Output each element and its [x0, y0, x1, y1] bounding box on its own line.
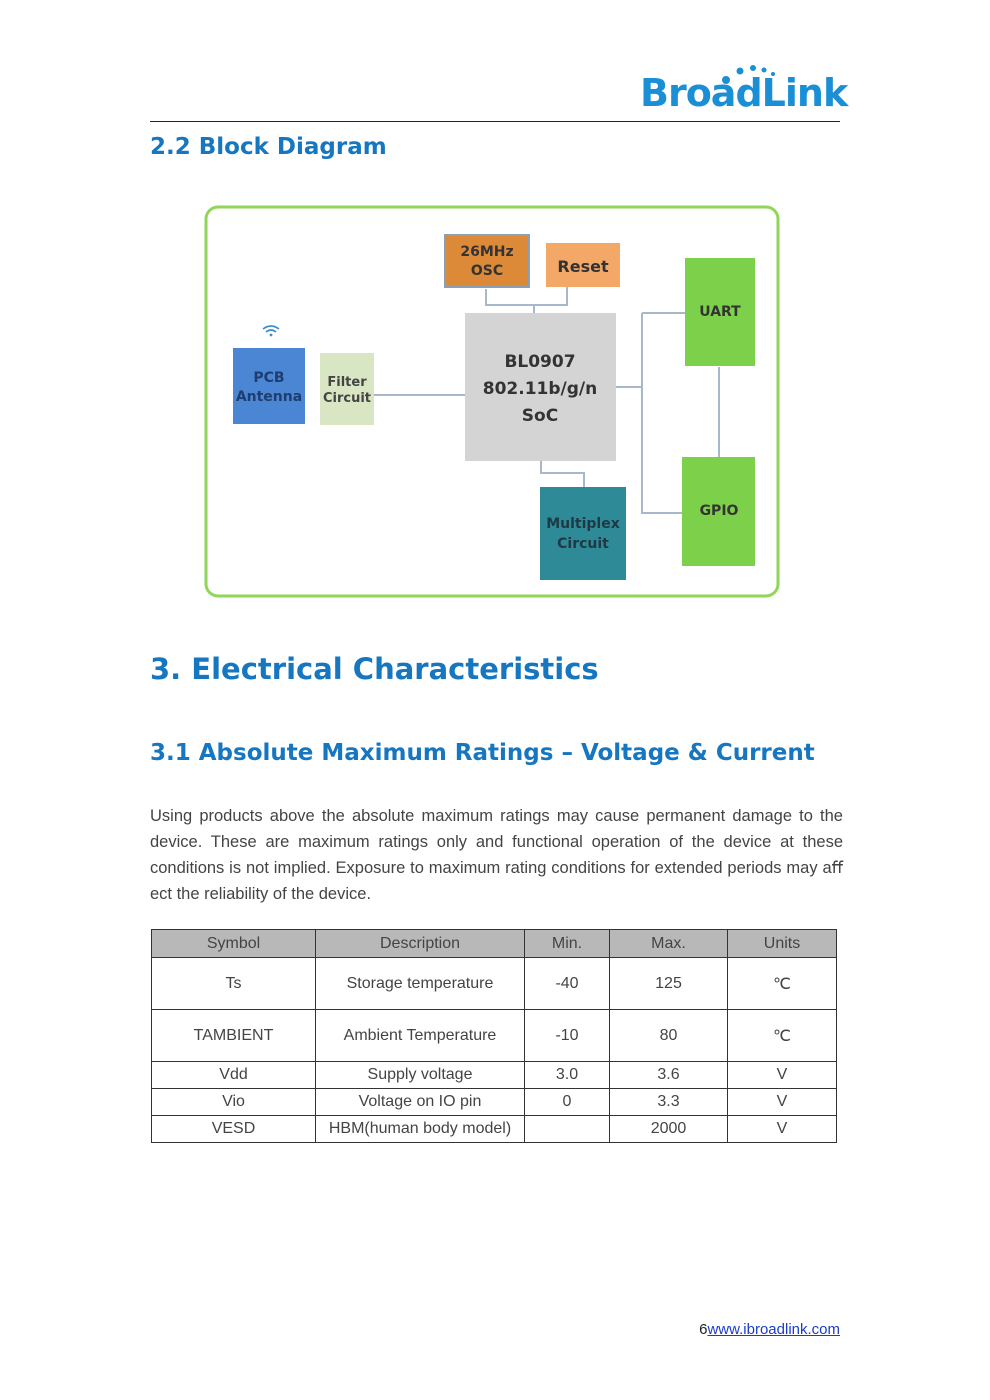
mux-label-line1: Multiplex	[546, 516, 620, 532]
antenna-label-line1: PCB	[253, 370, 285, 386]
cell-max: 3.6	[610, 1062, 728, 1089]
gpio-label: GPIO	[699, 503, 739, 519]
logo-text: BroadLink	[640, 71, 848, 115]
soc-block	[465, 313, 616, 461]
cell-symbol: VESD	[152, 1116, 316, 1143]
header-min: Min.	[525, 930, 610, 958]
gpio-block	[682, 457, 755, 566]
page-footer	[699, 1321, 840, 1338]
antenna-label-line2: Antenna	[235, 389, 303, 405]
cell-symbol: Vio	[152, 1089, 316, 1116]
section-title-block-diagram: 2.2 Block Diagram	[150, 134, 387, 160]
cell-units: V	[728, 1116, 837, 1143]
cell-max: 2000	[610, 1116, 728, 1143]
multiplex-circuit-block	[540, 487, 626, 580]
cell-description: Ambient Temperature	[316, 1010, 525, 1062]
cell-symbol: TAMBIENT	[152, 1010, 316, 1062]
ratings-paragraph: Using products above the absolute maximum ratings may cause permanent damage to the device. These are maximum ratings only and functional operation of the device at these conditions is not implied. Exposure to maximum rating conditions for extended periods may aﬀ ect the reliability of the device.	[150, 807, 843, 903]
uart-block	[685, 258, 755, 366]
header-units: Units	[728, 930, 837, 958]
cell-min: -10	[525, 1010, 610, 1062]
section-title-ratings: 3.1 Absolute Maximum Ratings – Voltage & Current	[150, 740, 815, 766]
cell-units: ℃	[728, 1010, 837, 1062]
header-description: Description	[316, 930, 525, 958]
cell-min	[525, 1116, 610, 1143]
soc-label-line2: 802.11b/g/n	[482, 379, 598, 399]
cell-min: 0	[525, 1089, 610, 1116]
cell-min: -40	[525, 958, 610, 1010]
reset-block	[546, 243, 620, 287]
cell-units: V	[728, 1089, 837, 1116]
table-row	[152, 958, 837, 1010]
reset-label: Reset	[557, 257, 609, 276]
soc-label-line1: BL0907	[504, 352, 576, 372]
section-title-electrical: 3. Electrical Characteristics	[150, 652, 599, 686]
cell-units: V	[728, 1062, 837, 1089]
broadlink-logo	[640, 62, 848, 118]
cell-symbol: Vdd	[152, 1062, 316, 1089]
cell-min: 3.0	[525, 1062, 610, 1089]
header-symbol: Symbol	[152, 930, 316, 958]
header-rule	[150, 121, 840, 122]
website-link[interactable]: www.ibroadlink.com	[707, 1321, 840, 1338]
table-row	[152, 1089, 837, 1116]
pcb-antenna-block	[233, 348, 305, 424]
osc-label-line1: 26MHz	[460, 244, 514, 260]
cell-max: 80	[610, 1010, 728, 1062]
cell-description: Voltage on IO pin	[316, 1089, 525, 1116]
table-row	[152, 1116, 837, 1143]
filter-label-line1: Filter	[327, 375, 367, 390]
block-diagram	[204, 205, 780, 598]
cell-units: ℃	[728, 958, 837, 1010]
osc-label-line2: OSC	[470, 263, 504, 279]
ratings-table	[151, 929, 837, 1143]
mux-label-line2: Circuit	[557, 536, 609, 552]
cell-symbol: Ts	[152, 958, 316, 1010]
filter-circuit-block	[320, 353, 374, 425]
soc-label-line3: SoC	[521, 406, 559, 426]
page-number: 6	[699, 1321, 708, 1338]
osc-block	[445, 235, 529, 287]
table-header-row	[152, 930, 837, 958]
cell-description: HBM(human body model)	[316, 1116, 525, 1143]
cell-description: Supply voltage	[316, 1062, 525, 1089]
cell-description: Storage temperature	[316, 958, 525, 1010]
filter-label-line2: Circuit	[322, 391, 372, 406]
cell-max: 3.3	[610, 1089, 728, 1116]
header-max: Max.	[610, 930, 728, 958]
table-row	[152, 1062, 837, 1089]
uart-label: UART	[699, 304, 741, 320]
table-row	[152, 1010, 837, 1062]
cell-max: 125	[610, 958, 728, 1010]
